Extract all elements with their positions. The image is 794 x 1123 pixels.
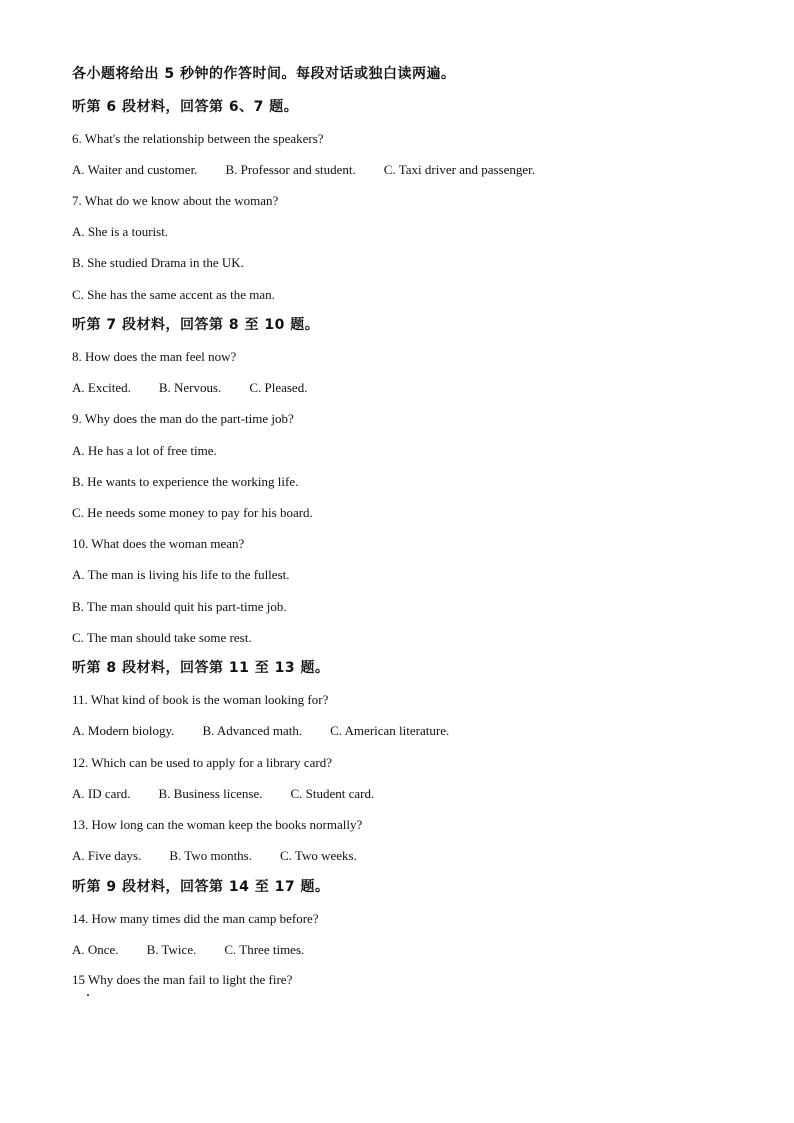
stray-dot-mark — [87, 994, 89, 996]
option-a: A. Excited. — [72, 380, 131, 395]
option-a: A. Waiter and customer. — [72, 162, 198, 177]
question-7-option-a: A. She is a tourist. — [72, 224, 169, 239]
option-c: C. Three times. — [224, 942, 305, 957]
instruction-text: 各小题将给出 5 秒钟的作答时间。每段对话或独白读两遍。 — [72, 66, 456, 82]
question-15-stem: 15 Why does the man fail to light the fire? — [72, 972, 293, 987]
option-c: C. Taxi driver and passenger. — [383, 162, 535, 177]
option-b: B. Twice. — [146, 942, 197, 957]
question-12-stem: 12. Which can be used to apply for a library card? — [72, 755, 333, 770]
option-c: C. American literature. — [330, 723, 450, 738]
question-9-option-a: A. He has a lot of free time. — [72, 443, 217, 458]
question-6-stem: 6. What's the relationship between the speakers? — [72, 131, 324, 146]
question-7-option-c: C. She has the same accent as the man. — [72, 287, 275, 302]
option-b: B. Two months. — [169, 848, 252, 863]
question-9-option-c: C. He needs some money to pay for his board. — [72, 505, 313, 520]
question-9-option-b: B. He wants to experience the working life. — [72, 474, 299, 489]
question-10-option-b: B. The man should quit his part-time job. — [72, 599, 287, 614]
option-c: C. Student card. — [290, 786, 375, 801]
section-heading-7: 听第 7 段材料，回答第 8 至 10 题。 — [72, 317, 320, 333]
question-7-option-b: B. She studied Drama in the UK. — [72, 255, 244, 270]
question-9-stem: 9. Why does the man do the part-time job? — [72, 411, 294, 426]
option-b: B. Nervous. — [158, 380, 222, 395]
question-11-stem: 11. What kind of book is the woman looking for? — [72, 692, 329, 707]
question-11-options — [72, 723, 449, 739]
section-heading-6: 听第 6 段材料，回答第 6、7 题。 — [72, 99, 299, 115]
option-a: A. ID card. — [72, 786, 131, 801]
question-14-options — [72, 942, 304, 958]
option-b: B. Professor and student. — [225, 162, 356, 177]
question-14-stem: 14. How many times did the man camp before? — [72, 911, 319, 926]
option-c: C. Pleased. — [249, 380, 308, 395]
option-b: B. Advanced math. — [202, 723, 303, 738]
option-a: A. Modern biology. — [72, 723, 175, 738]
option-a: A. Five days. — [72, 848, 142, 863]
question-8-stem: 8. How does the man feel now? — [72, 349, 237, 364]
question-10-option-a: A. The man is living his life to the fullest. — [72, 567, 290, 582]
question-7-stem: 7. What do we know about the woman? — [72, 193, 279, 208]
question-10-option-c: C. The man should take some rest. — [72, 630, 252, 645]
option-a: A. Once. — [72, 942, 119, 957]
question-6-options — [72, 162, 535, 178]
option-c: C. Two weeks. — [279, 848, 357, 863]
option-b: B. Business license. — [158, 786, 263, 801]
question-10-stem: 10. What does the woman mean? — [72, 536, 245, 551]
section-heading-9: 听第 9 段材料，回答第 14 至 17 题。 — [72, 879, 330, 895]
question-12-options — [72, 786, 374, 802]
section-heading-8: 听第 8 段材料，回答第 11 至 13 题。 — [72, 660, 330, 676]
question-13-stem: 13. How long can the woman keep the books normally? — [72, 817, 363, 832]
question-8-options — [72, 380, 307, 396]
question-13-options — [72, 848, 357, 864]
